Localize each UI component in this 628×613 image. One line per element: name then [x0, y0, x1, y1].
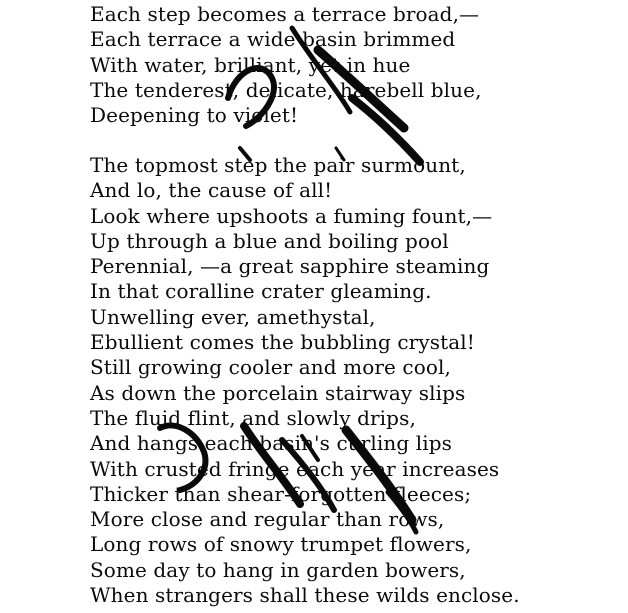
poem-line: Long rows of snowy trumpet flowers, — [90, 532, 472, 557]
poem-line: Up through a blue and boiling pool — [90, 228, 449, 253]
poem-line: Ebullient comes the bubbling crystal! — [90, 330, 475, 355]
stanza-1 — [90, 2, 482, 128]
poem-line: More close and regular than rows, — [90, 507, 445, 532]
poem-line: And hangs each basin's curling lips — [90, 431, 453, 456]
poem-line: Some day to hang in garden bowers, — [90, 557, 466, 582]
poem-line: As down the porcelain stairway slips — [90, 380, 466, 405]
poem-line: Perennial, —a great sapphire steaming — [90, 254, 490, 279]
poem-line: The topmost step the pair surmount, — [90, 153, 466, 177]
poem-line: In that coralline crater gleaming. — [90, 279, 432, 304]
poem-line: With crusted fringe each year increases — [90, 456, 500, 481]
poem-line: Each step becomes a terrace broad,— — [90, 2, 480, 26]
poem-line: Each terrace a wide basin brimmed — [90, 27, 456, 52]
poem-line: Look where upshoots a fuming fount,— — [90, 203, 493, 228]
poem-line: Still growing cooler and more cool, — [90, 355, 451, 380]
poem-line: When strangers shall these wilds enclose. — [90, 583, 520, 608]
poem-line: The fluid flint, and slowly drips, — [90, 405, 416, 430]
poem-line: Thicker than shear-forgotten fleeces; — [90, 481, 472, 506]
poem-line: Unwelling ever, amethystal, — [90, 304, 376, 329]
poem-line: With water, brilliant, yet in hue — [90, 52, 411, 77]
poem-line: Deepening to violet! — [90, 103, 299, 128]
poem-line: The tenderest, delicate, harebell blue, — [90, 77, 482, 102]
stanza-2 — [90, 153, 520, 608]
poem-line: And lo, the cause of all! — [90, 178, 333, 203]
